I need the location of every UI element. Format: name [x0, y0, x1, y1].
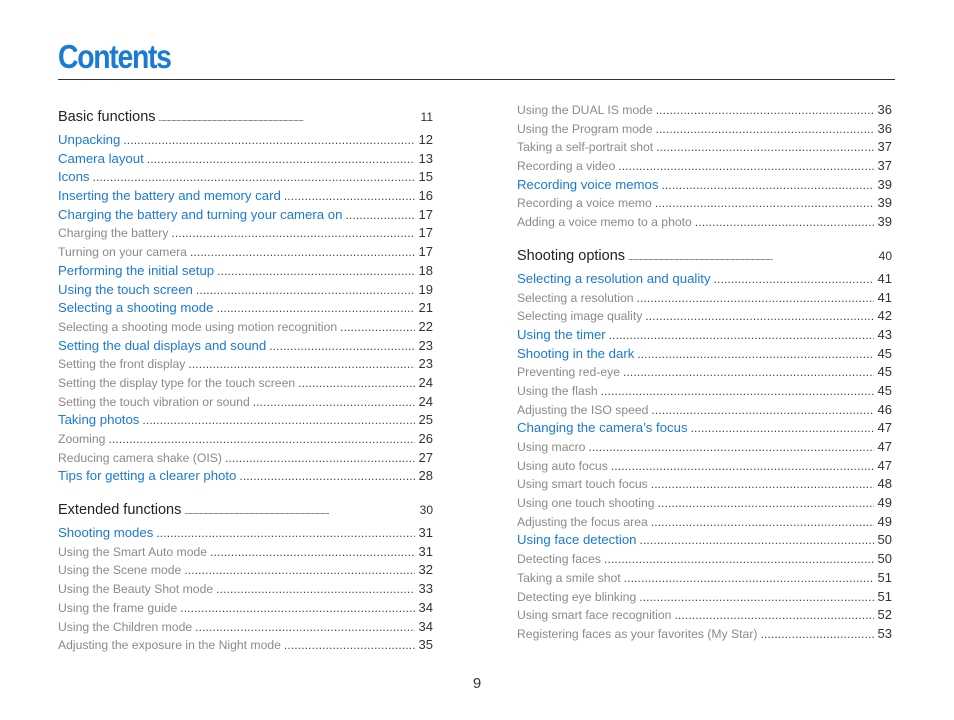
toc-entry-title: Reducing camera shake (OIS): [58, 450, 222, 465]
toc-entry-page: 26: [418, 431, 433, 446]
toc-sub-entry[interactable]: [517, 475, 892, 494]
toc-entry-page: 45: [877, 345, 892, 361]
toc-sub-entry[interactable]: [517, 138, 892, 157]
dot-leader: [655, 194, 874, 213]
toc-topic-entry[interactable]: [58, 337, 433, 356]
toc-entry-page: 47: [877, 439, 892, 454]
toc-entry-title: Using the Beauty Shot mode: [58, 582, 214, 597]
toc-topic-entry[interactable]: [517, 270, 892, 289]
toc-entry-title: Using the Children mode: [58, 619, 193, 634]
toc-entry-page: 13: [418, 150, 433, 166]
dot-leader: [123, 131, 414, 150]
toc-entry-title: Taking a self-portrait shot: [517, 140, 654, 155]
dot-leader: [609, 326, 874, 345]
toc-entry-title: Preventing red-eye: [517, 365, 620, 380]
toc-entry-page: 34: [418, 599, 433, 615]
toc-entry-page: 47: [877, 420, 892, 436]
toc-entry-page: 31: [418, 543, 433, 559]
toc-topic-entry[interactable]: [58, 206, 433, 225]
toc-sub-entry[interactable]: [517, 494, 892, 513]
toc-entry-title: Using the Smart Auto mode: [58, 544, 208, 559]
toc-entry-page: 49: [877, 495, 892, 511]
toc-topic-entry[interactable]: [58, 131, 433, 150]
toc-entry-title: Changing the camera’s focus: [517, 420, 688, 436]
toc-entry-title: Zooming: [58, 432, 106, 446]
toc-entry-title: Using the frame guide: [58, 600, 178, 615]
toc-entry-title: Selecting image quality: [517, 309, 643, 324]
dot-leader: [108, 430, 414, 449]
toc-entry-page: 46: [877, 401, 892, 417]
toc-entry-page: 43: [877, 326, 892, 342]
toc-entry-page: 41: [877, 289, 892, 305]
toc-topic-entry[interactable]: [58, 411, 433, 430]
dot-leader: [695, 213, 874, 232]
toc-sub-entry[interactable]: [517, 363, 892, 382]
toc-entry-page: 19: [418, 281, 433, 297]
dot-leader: [188, 355, 414, 374]
toc-sub-entry[interactable]: [58, 374, 433, 393]
toc-sub-entry[interactable]: [517, 569, 892, 588]
toc-entry-page: 50: [877, 532, 892, 548]
dot-leader: [714, 270, 874, 289]
toc-entry-title: Selecting a shooting mode: [58, 300, 214, 316]
toc-entry-title: Setting the touch vibration or sound: [58, 394, 250, 409]
toc-entry-title: Charging the battery and turning your camera on: [58, 206, 343, 222]
dot-leader: [195, 618, 414, 637]
toc-entry-page: 47: [877, 457, 892, 473]
toc-entry-page: 30: [419, 503, 433, 518]
dot-leader: [142, 411, 414, 430]
toc-topic-entry[interactable]: [58, 299, 433, 318]
toc-entry-title: Tips for getting a clearer photo: [58, 468, 237, 484]
toc-right-column: [517, 101, 892, 644]
dot-leader: [184, 561, 414, 580]
toc-topic-entry[interactable]: [517, 531, 892, 550]
toc-entry-title: Detecting eye blinking: [517, 589, 637, 604]
toc-entry-page: 40: [878, 248, 892, 263]
toc-entry-title: Adjusting the ISO speed: [517, 402, 649, 417]
toc-sub-entry[interactable]: [58, 543, 433, 562]
toc-sub-entry[interactable]: [517, 513, 892, 532]
dot-leader: [656, 101, 874, 120]
toc-entry-title: Using one touch shooting: [517, 496, 655, 511]
toc-sub-entry[interactable]: [517, 307, 892, 326]
toc-section-entry[interactable]: [517, 242, 892, 270]
toc-entry-title: Using the DUAL IS mode: [517, 103, 653, 117]
toc-entry-page: 37: [877, 158, 892, 174]
toc-sub-entry[interactable]: [517, 588, 892, 607]
toc-sub-entry[interactable]: [58, 430, 433, 449]
toc-sub-entry[interactable]: [58, 243, 433, 262]
dot-leader: [760, 625, 873, 644]
toc-entry-page: 50: [877, 551, 892, 567]
toc-entry-title: Unpacking: [58, 132, 121, 147]
dot-leader: [601, 382, 874, 401]
toc-entry-title: Adjusting the exposure in the Night mode: [58, 638, 281, 653]
dot-leader: [623, 363, 874, 382]
toc-sub-entry[interactable]: [58, 618, 433, 637]
toc-entry-title: Selecting a shooting mode using motion recognition: [58, 319, 338, 334]
toc-topic-entry[interactable]: [517, 176, 892, 195]
toc-entry-page: 36: [877, 102, 892, 117]
dot-leader: [225, 449, 415, 468]
toc-entry-page: 34: [418, 618, 433, 634]
toc-topic-entry[interactable]: [517, 345, 892, 364]
toc-entry-page: 53: [877, 625, 892, 641]
toc-entry-title: Setting the dual displays and sound: [58, 337, 267, 353]
toc-entry-page: 39: [877, 195, 892, 211]
dot-leader: [216, 299, 414, 318]
dot-leader: [639, 588, 873, 607]
toc-entry-title: Extended functions: [58, 502, 182, 519]
toc-topic-entry[interactable]: [58, 262, 433, 281]
toc-sub-entry[interactable]: [517, 213, 892, 232]
toc-sub-entry[interactable]: [58, 580, 433, 599]
toc-entry-page: 51: [877, 569, 892, 585]
toc-entry-page: 17: [418, 206, 433, 222]
dot-leader: [93, 168, 415, 187]
toc-entry-page: 35: [418, 637, 433, 653]
toc-sub-entry[interactable]: [517, 101, 892, 120]
toc-entry-title: Recording voice memos: [517, 176, 659, 192]
toc-sub-entry[interactable]: [517, 157, 892, 176]
toc-entry-title: Setting the display type for the touch screen: [58, 375, 296, 390]
dot-leader: [253, 393, 415, 412]
title-divider: [58, 79, 895, 80]
toc-sub-entry[interactable]: [58, 355, 433, 374]
toc-entry-page: 41: [877, 270, 892, 286]
toc-entry-page: 15: [418, 169, 433, 185]
dot-leader: [655, 120, 873, 139]
dot-leader: [637, 345, 873, 364]
toc-entry-page: 11: [420, 110, 433, 124]
toc-sub-entry[interactable]: [58, 636, 433, 655]
dot-leader: [588, 438, 873, 457]
toc-topic-entry[interactable]: [517, 326, 892, 345]
toc-entry-title: Using the Program mode: [517, 121, 653, 136]
toc-entry-page: 22: [418, 318, 433, 334]
toc-entry-title: Shooting options: [517, 247, 626, 264]
dot-leader: [156, 524, 414, 543]
toc-entry-page: 48: [877, 476, 892, 492]
dot-leader: [171, 224, 414, 243]
toc-entry-title: Using face detection: [517, 532, 637, 548]
toc-sub-entry[interactable]: [517, 457, 892, 476]
toc-entry-page: 12: [418, 132, 433, 147]
toc-sub-entry[interactable]: [517, 625, 892, 644]
page-number: 9: [472, 675, 482, 692]
toc-entry-title: Shooting modes: [58, 525, 154, 541]
toc-section-entry[interactable]: [58, 496, 433, 524]
toc-sub-entry[interactable]: [58, 318, 433, 337]
toc-sub-entry[interactable]: [517, 120, 892, 139]
toc-entry-page: 17: [418, 225, 433, 241]
dot-leader: [159, 103, 417, 131]
toc-entry-page: 49: [877, 513, 892, 529]
toc-entry-title: Using smart touch focus: [517, 477, 648, 492]
dot-leader: [611, 457, 874, 476]
dot-leader: [216, 580, 414, 599]
dot-leader: [637, 289, 874, 308]
dot-leader: [674, 606, 873, 625]
toc-topic-entry[interactable]: [58, 467, 433, 486]
toc-entry-page: 39: [877, 214, 892, 230]
toc-entry-title: Recording a video: [517, 159, 616, 174]
toc-entry-page: 37: [877, 139, 892, 155]
toc-entry-title: Icons: [58, 169, 90, 185]
toc-topic-entry[interactable]: [58, 168, 433, 187]
toc-entry-title: Basic functions: [58, 109, 156, 125]
toc-entry-page: 24: [418, 374, 433, 390]
toc-entry-page: 52: [877, 607, 892, 623]
toc-entry-page: 24: [418, 393, 433, 409]
dot-leader: [658, 494, 874, 513]
toc-entry-page: 23: [418, 356, 433, 372]
toc-entry-title: Using the timer: [517, 326, 606, 342]
toc-entry-title: Setting the front display: [58, 357, 186, 372]
toc-entry-title: Using smart face recognition: [517, 608, 672, 623]
toc-entry-page: 39: [877, 176, 892, 192]
dot-leader: [269, 337, 414, 356]
dot-leader: [345, 206, 414, 225]
dot-leader: [239, 467, 414, 486]
toc-entry-title: Recording a voice memo: [517, 196, 652, 211]
toc-sub-entry[interactable]: [517, 382, 892, 401]
dot-leader: [651, 475, 874, 494]
toc-sub-entry[interactable]: [58, 393, 433, 412]
toc-entry-title: Taking photos: [58, 412, 140, 428]
dot-leader: [284, 636, 415, 655]
toc-sub-entry[interactable]: [517, 401, 892, 420]
toc-entry-page: 16: [418, 188, 433, 204]
toc-entry-page: 31: [418, 525, 433, 541]
toc-entry-page: 27: [418, 449, 433, 465]
toc-entry-title: Selecting a resolution: [517, 290, 634, 305]
toc-entry-page: 42: [877, 308, 892, 324]
toc-sub-entry[interactable]: [517, 438, 892, 457]
dot-leader: [624, 569, 874, 588]
dot-leader: [640, 531, 874, 550]
dot-leader: [298, 374, 414, 393]
toc-topic-entry[interactable]: [58, 281, 433, 300]
toc-entry-title: Inserting the battery and memory card: [58, 188, 281, 204]
toc-entry-title: Using the flash: [517, 383, 598, 398]
toc-entry-title: Detecting faces: [517, 552, 602, 567]
toc-entry-page: 28: [418, 468, 433, 484]
toc-sub-entry[interactable]: [58, 599, 433, 618]
toc-entry-title: Camera layout: [58, 150, 144, 166]
dot-leader: [651, 401, 873, 420]
toc-entry-page: 45: [877, 364, 892, 380]
toc-entry-title: Shooting in the dark: [517, 345, 635, 361]
toc-entry-title: Registering faces as your favorites (My Star): [517, 626, 758, 641]
toc-entry-page: 45: [877, 382, 892, 398]
dot-leader: [656, 138, 873, 157]
dot-leader: [210, 543, 414, 562]
toc-section-entry[interactable]: [58, 103, 433, 131]
toc-entry-page: 32: [418, 562, 433, 578]
dot-leader: [184, 496, 415, 524]
toc-entry-page: 21: [418, 300, 433, 316]
toc-topic-entry[interactable]: [58, 150, 433, 169]
toc-entry-title: Turning on your camera: [58, 245, 187, 260]
dot-leader: [628, 242, 875, 270]
toc-entry-page: 33: [418, 581, 433, 597]
toc-sub-entry[interactable]: [517, 606, 892, 625]
toc-entry-title: Using macro: [517, 440, 586, 454]
toc-entry-title: Performing the initial setup: [58, 262, 215, 278]
toc-topic-entry[interactable]: [58, 187, 433, 206]
toc-sub-entry[interactable]: [517, 550, 892, 569]
dot-leader: [618, 157, 873, 176]
toc-left-column: [58, 103, 433, 655]
toc-sub-entry[interactable]: [517, 289, 892, 308]
toc-sub-entry[interactable]: [58, 224, 433, 243]
toc-entry-page: 23: [418, 337, 433, 353]
dot-leader: [645, 307, 873, 326]
toc-entry-title: Taking a smile shot: [517, 570, 621, 585]
dot-leader: [651, 513, 874, 532]
dot-leader: [180, 599, 414, 618]
toc-sub-entry[interactable]: [58, 561, 433, 580]
toc-entry-page: 25: [418, 412, 433, 428]
toc-entry-page: 51: [877, 588, 892, 604]
toc-entry-title: Using the touch screen: [58, 281, 193, 297]
toc-entry-title: Selecting a resolution and quality: [517, 270, 711, 286]
dot-leader: [196, 281, 415, 300]
toc-entry-title: Adding a voice memo to a photo: [517, 215, 692, 230]
toc-entry-title: Using auto focus: [517, 458, 608, 473]
toc-topic-entry[interactable]: [517, 419, 892, 438]
toc-entry-page: 18: [418, 262, 433, 278]
dot-leader: [217, 262, 414, 281]
page-title: Contents: [58, 38, 171, 75]
toc-entry-title: Adjusting the focus area: [517, 514, 648, 529]
dot-leader: [604, 550, 874, 569]
toc-sub-entry[interactable]: [517, 194, 892, 213]
toc-entry-title: Using the Scene mode: [58, 563, 182, 578]
dot-leader: [661, 176, 873, 195]
dot-leader: [340, 318, 414, 337]
toc-entry-page: 17: [418, 244, 433, 260]
toc-sub-entry[interactable]: [58, 449, 433, 468]
dot-leader: [284, 187, 415, 206]
toc-topic-entry[interactable]: [58, 524, 433, 543]
dot-leader: [190, 243, 415, 262]
dot-leader: [147, 150, 415, 169]
toc-entry-title: Charging the battery: [58, 226, 169, 241]
dot-leader: [691, 419, 874, 438]
toc-entry-page: 36: [877, 120, 892, 136]
